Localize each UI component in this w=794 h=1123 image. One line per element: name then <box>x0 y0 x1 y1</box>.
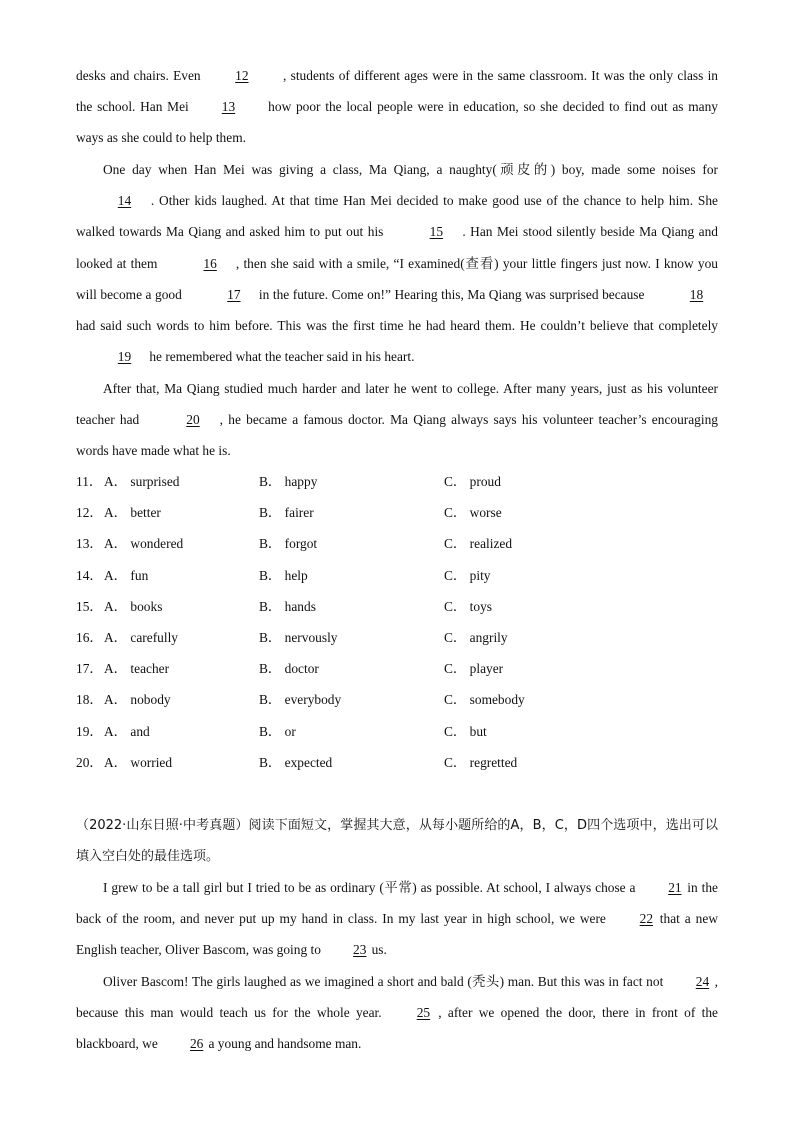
option-c: C． but <box>444 723 487 739</box>
option-c: C． player <box>444 661 504 677</box>
blank-19: 19 <box>117 349 132 365</box>
option-row-14: 14． A． fun B． help C． pity <box>76 560 718 591</box>
option-row-18: 18． A． nobody B． everybody C． somebody <box>76 684 718 715</box>
passage2-paragraph2: Oliver Bascom! The girls laughed as we imagined a short and bald (秃头) man. But this was in fact not 24 , because this man would teach us for the whole year. 25 , after we opened the door, there in front of the blackboard, we 26 a young and handsome man. <box>76 966 718 1060</box>
option-b: B． forgot <box>259 536 318 552</box>
option-b: B． everybody <box>259 692 342 708</box>
blank-13: 13 <box>221 99 236 115</box>
options-list <box>76 466 718 778</box>
blank-12: 12 <box>235 68 249 83</box>
blank-14: 14 <box>117 193 132 209</box>
option-c: C． pity <box>444 567 491 583</box>
blank-21: 21 <box>668 880 682 895</box>
option-a: A． and <box>104 723 150 739</box>
option-b: B． expected <box>259 754 333 770</box>
option-b: B． nervously <box>259 629 338 645</box>
option-row-17: 17． A． teacher B． doctor C． player <box>76 653 718 684</box>
option-a: A． better <box>104 505 161 521</box>
option-b: B． happy <box>259 474 318 489</box>
option-b: B． doctor <box>259 661 319 677</box>
option-a: A． books <box>104 598 163 614</box>
blank-18: 18 <box>689 286 704 302</box>
blank-20: 20 <box>186 412 200 428</box>
blank-25: 25 <box>416 1005 431 1021</box>
blank-15: 15 <box>429 224 444 240</box>
option-a: A． surprised <box>104 474 180 489</box>
option-c: C． angrily <box>444 629 508 645</box>
section2-instruction: （2022·山东日照·中考真题）阅读下面短文，掌握其大意，从每小题所给的A，B，C，D四个选项中，选出可以填入空白处的最佳选项。 <box>76 818 718 864</box>
option-c: C． somebody <box>444 692 525 708</box>
option-b: B． or <box>259 723 296 739</box>
option-row-19: 19． A． and B． or C． but <box>76 716 718 747</box>
passage2-paragraph1: I grew to be a tall girl but I tried to be as ordinary (平常) as possible. At school, I always chose a 21 in the back of the room, and never put up my hand in class. In my last year in high school, we were 22 that a new English teacher, Oliver Bascom, was going to 23 us. <box>76 872 718 966</box>
blank-23: 23 <box>353 942 367 958</box>
option-c: C． proud <box>444 474 501 489</box>
option-c: C． realized <box>444 536 513 552</box>
blank-22: 22 <box>639 911 654 927</box>
option-a: A． nobody <box>104 692 171 708</box>
blank-17: 17 <box>227 286 241 302</box>
option-row-11: 11． A． surprised B． happy C． proud <box>76 466 718 497</box>
blank-16: 16 <box>203 255 217 271</box>
option-a: A． teacher <box>104 661 170 677</box>
option-a: A． worried <box>104 754 173 770</box>
option-c: C． toys <box>444 598 492 614</box>
option-c: C． worse <box>444 505 502 521</box>
option-a: A． carefully <box>104 629 178 645</box>
option-c: C． regretted <box>444 754 518 770</box>
option-row-13: 13． A． wondered B． forgot C． realized <box>76 528 718 559</box>
blank-24: 24 <box>695 974 710 989</box>
passage1-paragraph1: desks and chairs. Even 12 , students of different ages were in the same classroom. It was the only class in the school. Han Mei 13 how poor the local people were in education, so she decided to find out as many ways as she could to help them. <box>76 60 718 154</box>
option-b: B． fairer <box>259 505 314 521</box>
option-row-16: 16． A． carefully B． nervously C． angrily <box>76 622 718 653</box>
option-row-12: 12． A． better B． fairer C． worse <box>76 497 718 528</box>
option-b: B． hands <box>259 598 316 614</box>
option-row-15: 15． A． books B． hands C． toys <box>76 591 718 622</box>
option-b: B． help <box>259 567 308 583</box>
option-a: A． wondered <box>104 536 184 552</box>
option-a: A． fun <box>104 567 149 583</box>
passage1-paragraph3: After that, Ma Qiang studied much harder and later he went to college. After many years, just as his volunteer teacher had 20 , he became a famous doctor. Ma Qiang always says his volunteer teacher’s encouraging words have made what he is. <box>76 381 718 459</box>
passage1-paragraph2: One day when Han Mei was giving a class, Ma Qiang, a naughty(顽皮的) boy, made some noises for 14 . Other kids laughed. At that time Han Mei decided to make good use of the chance to help him. She walked towards Ma Qiang and asked him to put out his 15 . Han Mei stood silently beside Ma Qiang and looked at them 16 , then she said with a smile, “I examined(查看) your little fingers just now. I know you will become a good 17 in the future. Come on!” Hearing this, Ma Qiang was surprised because 18 had said such words to him before. This was the first time he had heard them. He couldn’t believe that completely 19 he remembered what the teacher said in his heart. <box>76 154 718 372</box>
option-row-20: 20． A． worried B． expected C． regretted <box>76 747 718 778</box>
blank-26: 26 <box>189 1036 204 1052</box>
